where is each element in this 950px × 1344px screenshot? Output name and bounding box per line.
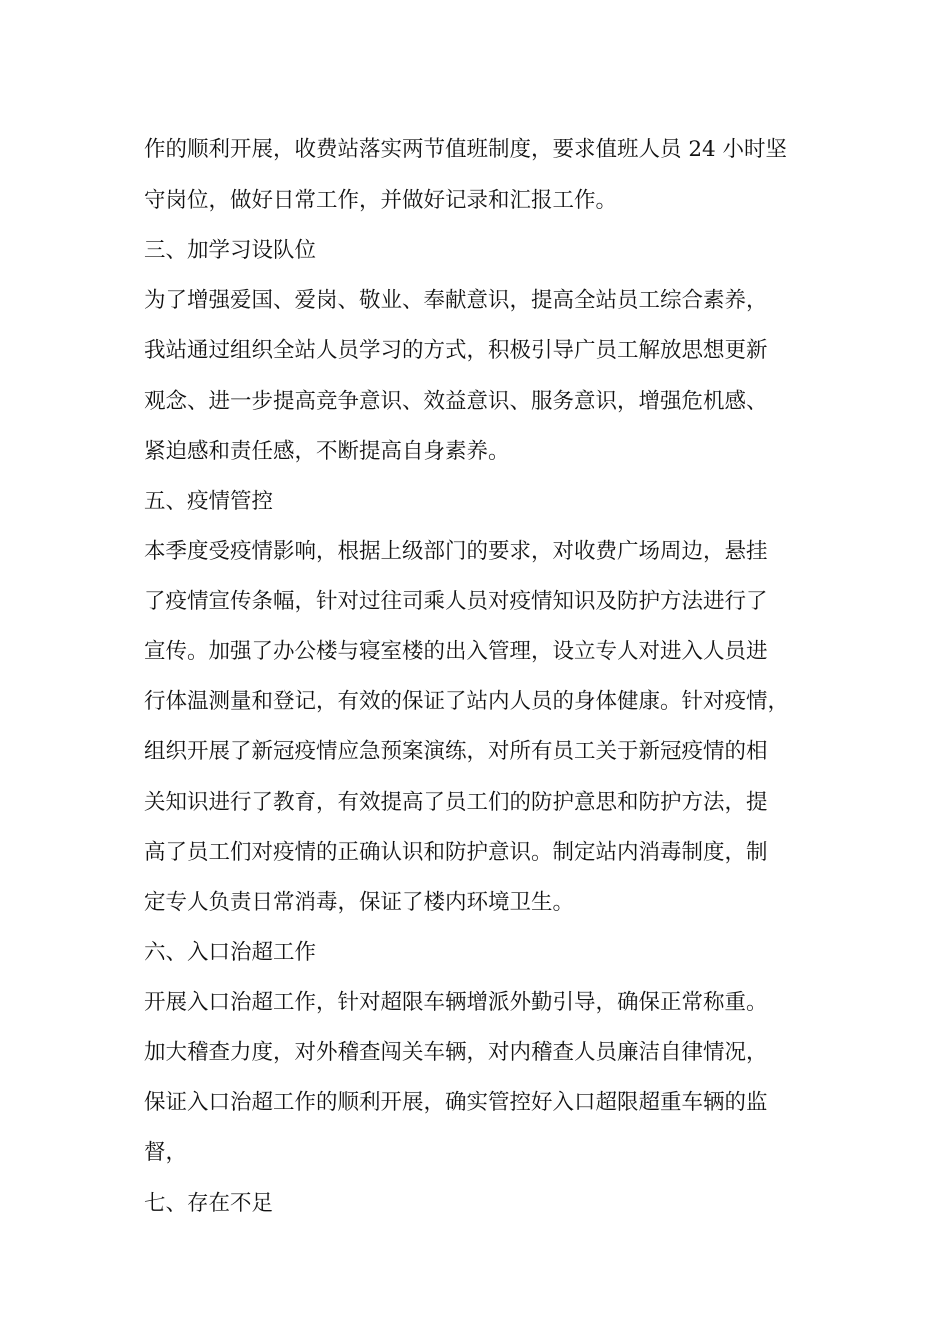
paragraph-line: 紧迫感和责任感，不断提高自身素养。 — [144, 439, 510, 464]
paragraph-line: 开展入口治超工作，针对超限车辆增派外勤引导，确保正常称重。 — [144, 990, 768, 1015]
section-heading: 六、入口治超工作 — [144, 940, 317, 965]
paragraph-line: 观念、进一步提高竞争意识、效益意识、服务意识，增强危机感、 — [144, 389, 768, 414]
paragraph-line: 高了员工们对疫情的正确认识和防护意识。制定站内消毒制度，制 — [144, 840, 768, 865]
paragraph-line: 为了增强爱国、爱岗、敬业、奉献意识，提高全站员工综合素养， — [144, 288, 768, 313]
paragraph-line: 组织开展了新冠疫情应急预案演练，对所有员工关于新冠疫情的相 — [144, 739, 768, 764]
paragraph-line: 加大稽查力度，对外稽查闯关车辆，对内稽查人员廉洁自律情况， — [144, 1040, 768, 1065]
paragraph-line: 关知识进行了教育，有效提高了员工们的防护意思和防护方法，提 — [144, 790, 768, 815]
section-heading: 三、加学习设队位 — [144, 238, 317, 263]
paragraph-line: 保证入口治超工作的顺利开展，确实管控好入口超限超重车辆的监 — [144, 1090, 768, 1115]
paragraph-line: 了疫情宣传条幅，针对过往司乘人员对疫情知识及防护方法进行了 — [144, 589, 768, 614]
paragraph-line: 宣传。加强了办公楼与寝室楼的出入管理，设立专人对进入人员进 — [144, 639, 768, 664]
paragraph-line: 行体温测量和登记，有效的保证了站内人员的身体健康。针对疫情， — [144, 689, 790, 714]
paragraph-line: 守岗位，做好日常工作，并做好记录和汇报工作。 — [144, 188, 618, 213]
paragraph-line: 定专人负责日常消毒，保证了楼内环境卫生。 — [144, 890, 575, 915]
section-heading: 五、疫情管控 — [144, 489, 274, 514]
paragraph-line: 作的顺利开展，收费站落实两节值班制度，要求值班人员 24 小时坚 — [144, 137, 788, 162]
paragraph-line: 我站通过组织全站人员学习的方式，积极引导广员工解放思想更新 — [144, 338, 768, 363]
section-heading: 七、存在不足 — [144, 1191, 274, 1216]
paragraph-line: 本季度受疫情影响，根据上级部门的要求，对收费广场周边，悬挂 — [144, 539, 768, 564]
paragraph-line: 督， — [144, 1140, 188, 1165]
